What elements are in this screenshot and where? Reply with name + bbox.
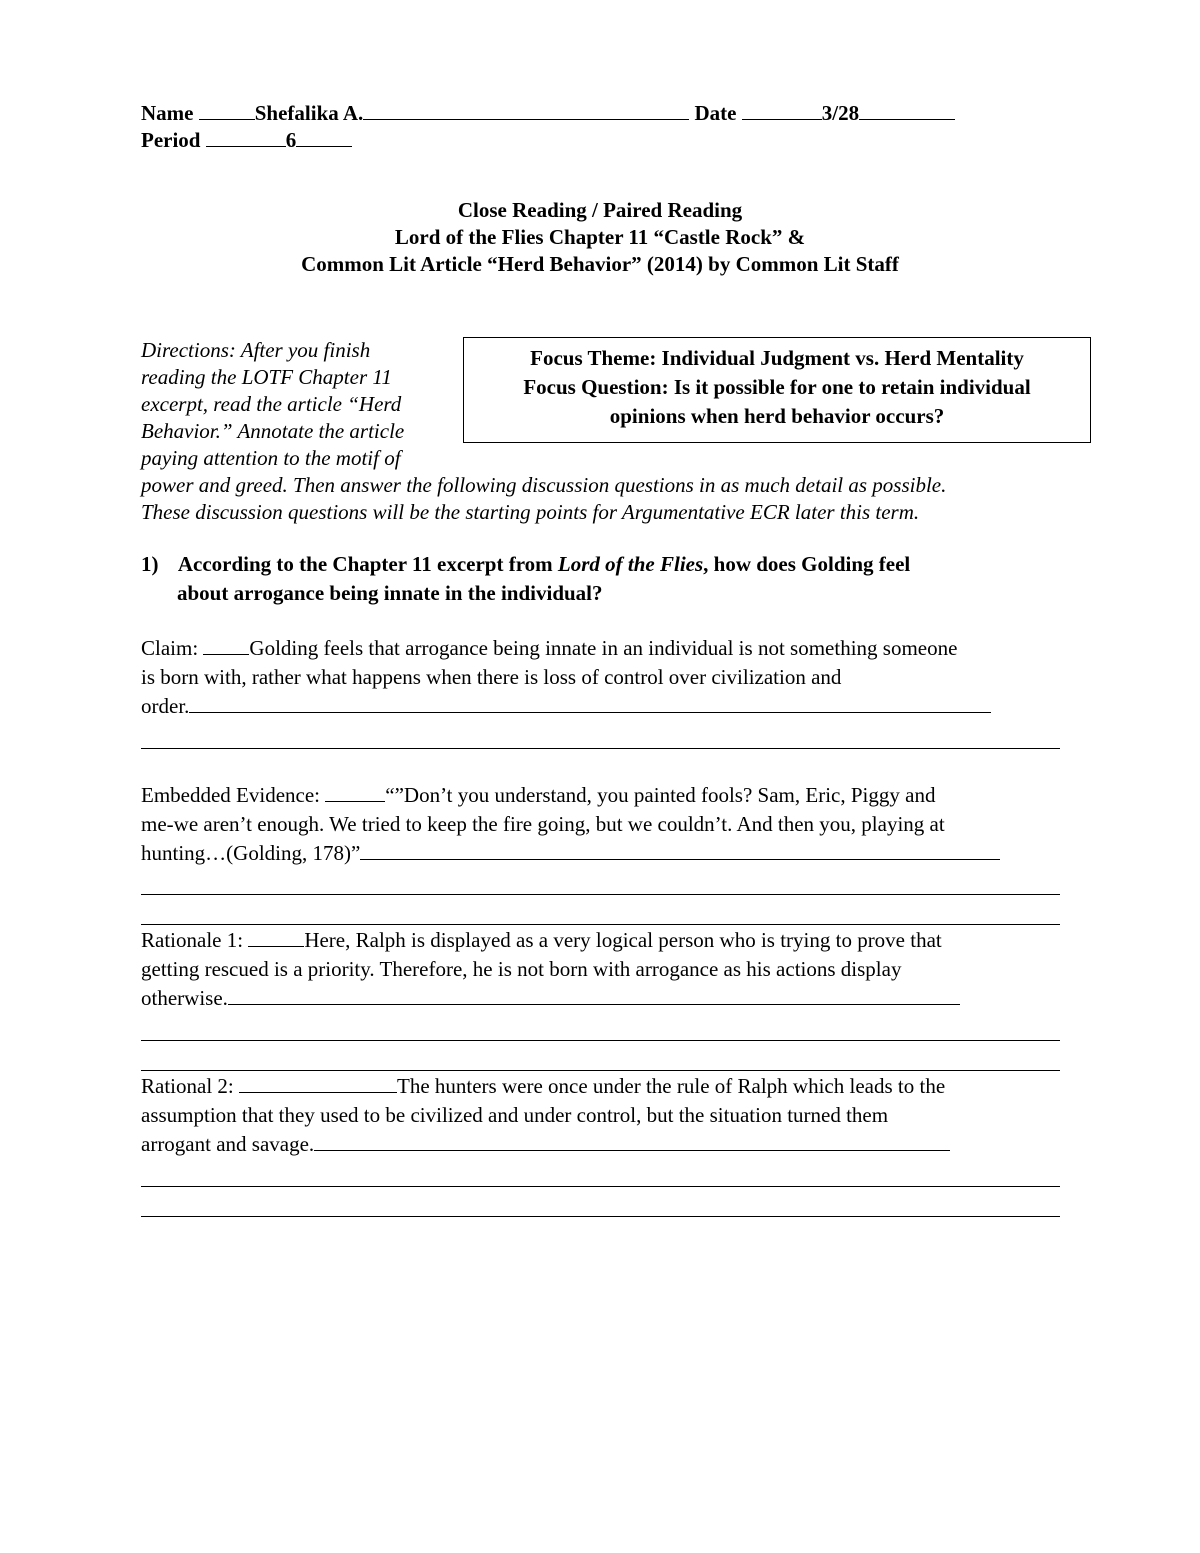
rationale2-label: Rational 2: <box>141 1074 239 1098</box>
rationale1-label: Rationale 1: <box>141 928 249 952</box>
answer-rule <box>141 1186 1060 1187</box>
directions-line-6: power and greed. Then answer the following discussion questions in as much detail as possible. <box>141 473 947 497</box>
claim-text-1: Golding feels that arrogance being innate in an individual is not something someone <box>249 636 958 660</box>
rationale2-line-3 <box>141 1130 950 1160</box>
focus-theme: Focus Theme: Individual Judgment vs. Herd Mentality <box>530 346 1024 370</box>
directions-line-2: reading the LOTF Chapter 11 <box>141 365 392 389</box>
rationale1-text-3: otherwise. <box>141 986 228 1010</box>
claim-label: Claim: <box>141 636 204 660</box>
title-line-1: Close Reading / Paired Reading <box>457 198 743 222</box>
claim-line-1 <box>141 634 957 664</box>
rationale1-line-1 <box>141 926 942 956</box>
rationale1-text-1: Here, Ralph is displayed as a very logical person who is trying to prove that <box>304 928 942 952</box>
directions-line-4: Behavior.” Annotate the article <box>141 419 405 443</box>
rationale1-line-2: getting rescued is a priority. Therefore, he is not born with arrogance as his actions display <box>141 957 902 981</box>
question-text: According to the Chapter 11 excerpt from <box>177 552 558 576</box>
rationale2-text-3: arrogant and savage. <box>141 1132 315 1156</box>
name-label: Name <box>141 101 194 125</box>
name-row <box>141 99 955 127</box>
answer-rule <box>141 1216 1060 1217</box>
claim-line-3 <box>141 692 991 722</box>
title-line-3: Common Lit Article “Herd Behavior” (2014) by Common Lit Staff <box>301 252 899 276</box>
evidence-line-2: me-we aren’t enough. We tried to keep the fire going, but we couldn’t. And then you, playing at <box>141 812 945 836</box>
directions-line-5: paying attention to the motif of <box>141 446 401 470</box>
evidence-text-1: “”Don’t you understand, you painted fools? Sam, Eric, Piggy and <box>385 783 936 807</box>
evidence-line-1 <box>141 781 935 811</box>
rationale2-text-1: The hunters were once under the rule of Ralph which leads to the <box>397 1074 946 1098</box>
answer-rule <box>141 1070 1060 1071</box>
focus-question-line-2: opinions when herd behavior occurs? <box>609 404 945 428</box>
question-1 <box>141 550 910 579</box>
period-row <box>141 126 352 154</box>
question-text-after: , how does Golding feel <box>703 552 911 576</box>
answer-rule <box>141 1040 1060 1041</box>
evidence-line-3 <box>141 839 1000 869</box>
answer-rule <box>141 748 1060 749</box>
rationale2-line-2: assumption that they used to be civilized and under control, but the situation turned them <box>141 1103 889 1127</box>
period-label: Period <box>141 128 201 152</box>
rationale1-line-3 <box>141 984 960 1014</box>
answer-rule <box>141 924 1060 925</box>
question-1-line-2: about arrogance being innate in the individual? <box>177 581 603 605</box>
question-number: 1) <box>141 552 159 576</box>
directions-line-3: excerpt, read the article “Herd <box>141 392 402 416</box>
name-value: Shefalika A. <box>254 101 364 125</box>
rationale2-line-1 <box>141 1072 945 1102</box>
answer-rule <box>141 894 1060 895</box>
claim-text-3: order. <box>141 694 190 718</box>
focus-box <box>463 337 1091 443</box>
period-value: 6 <box>285 128 297 152</box>
directions-line-1: Directions: After you finish <box>141 338 371 362</box>
claim-line-2: is born with, rather what happens when there is loss of control over civilization and <box>141 665 842 689</box>
date-label: Date <box>694 101 737 125</box>
evidence-label: Embedded Evidence: <box>141 783 326 807</box>
directions-line-7: These discussion questions will be the starting points for Argumentative ECR later this term. <box>141 500 920 524</box>
focus-question-line-1: Focus Question: Is it possible for one to retain individual <box>523 375 1031 399</box>
date-value: 3/28 <box>821 101 860 125</box>
evidence-text-3: hunting…(Golding, 178)” <box>141 841 361 865</box>
title-line-2: Lord of the Flies Chapter 11 “Castle Rock” & <box>394 225 806 249</box>
book-title: Lord of the Flies <box>557 552 704 576</box>
